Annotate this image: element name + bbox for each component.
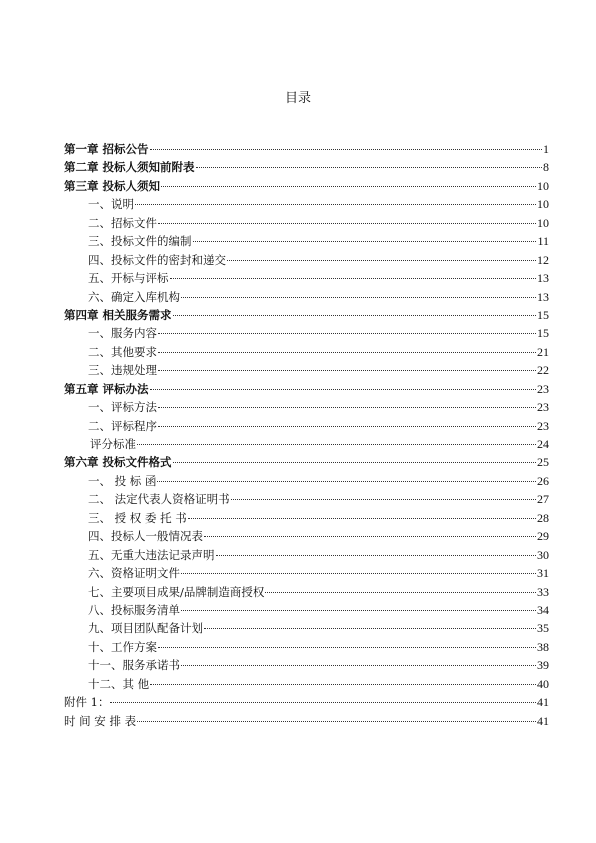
toc-dot-leader [157, 481, 536, 482]
toc-entry[interactable] [64, 251, 549, 269]
toc-entry[interactable] [64, 675, 549, 693]
toc-entry[interactable] [64, 453, 549, 471]
toc-entry[interactable] [64, 527, 549, 545]
toc-entry[interactable] [64, 324, 549, 342]
toc-entry[interactable] [64, 288, 549, 306]
toc-entry-label: 一、服务内容 [88, 326, 157, 341]
toc-entry-page-number: 33 [537, 584, 549, 599]
toc-entry-label: 十、工作方案 [88, 639, 157, 654]
toc-entry-page-number: 28 [537, 510, 549, 525]
toc-dot-leader [150, 684, 536, 685]
toc-entry[interactable] [64, 398, 549, 416]
toc-entry-label: 二、其他要求 [88, 344, 157, 359]
toc-dot-leader [173, 315, 536, 316]
toc-entry[interactable] [64, 140, 549, 158]
toc-entry-label: 十一、服务承诺书 [88, 658, 180, 673]
toc-entry-label: 六、资格证明文件 [88, 566, 180, 581]
toc-dot-leader [204, 536, 536, 537]
toc-entry-page-number: 23 [537, 418, 549, 433]
toc-entry[interactable] [64, 361, 549, 379]
toc-entry-page-number: 25 [537, 455, 549, 470]
toc-dot-leader [181, 610, 536, 611]
toc-entry-page-number: 15 [537, 326, 549, 341]
toc-entry[interactable] [64, 546, 549, 564]
toc-entry-page-number: 11 [537, 234, 549, 249]
toc-entry-page-number: 10 [537, 197, 549, 212]
toc-entry-label: 第六章 投标文件格式 [64, 455, 172, 470]
toc-entry[interactable] [64, 269, 549, 287]
toc-entry-label: 四、投标文件的密封和递交 [88, 252, 226, 267]
toc-entry[interactable] [64, 435, 549, 453]
toc-dot-leader [158, 223, 536, 224]
toc-entry[interactable] [64, 158, 549, 176]
toc-entry[interactable] [64, 214, 549, 232]
toc-entry[interactable] [64, 693, 549, 711]
toc-entry-label: 三、投标文件的编制 [88, 234, 192, 249]
toc-entry[interactable] [64, 177, 549, 195]
toc-entry[interactable] [64, 490, 549, 508]
toc-entry-label: 一、 投 标 函 [88, 473, 157, 488]
toc-entry-page-number: 41 [537, 695, 549, 710]
toc-entry-label: 附件 1： [64, 695, 110, 710]
toc-entry-label: 第三章 投标人须知 [64, 178, 161, 193]
toc-entry-page-number: 21 [537, 344, 549, 359]
toc-entry[interactable] [64, 583, 549, 601]
toc-dot-leader [161, 186, 536, 187]
toc-entry-page-number: 23 [537, 381, 549, 396]
toc-dot-leader [158, 647, 536, 648]
toc-entry-page-number: 13 [537, 289, 549, 304]
toc-entry-page-number: 27 [537, 492, 549, 507]
toc-entry[interactable] [64, 306, 549, 324]
toc-entry-label: 七、主要项目成果/品牌制造商授权 [88, 584, 265, 599]
toc-entry-label: 五、无重大违法记录声明 [88, 547, 215, 562]
toc-entry-label: 五、开标与评标 [88, 271, 169, 286]
toc-entry-page-number: 1 [543, 142, 549, 156]
toc-dot-leader [158, 407, 536, 408]
toc-entry-page-number: 38 [537, 639, 549, 654]
toc-entry-label: 九、项目团队配备计划 [88, 621, 203, 636]
toc-entry-page-number: 40 [537, 676, 549, 691]
toc-dot-leader [137, 444, 536, 445]
toc-entry-page-number: 13 [537, 271, 549, 286]
toc-dot-leader [181, 665, 536, 666]
toc-dot-leader [158, 352, 536, 353]
toc-entry-label: 时 间 安 排 表 [64, 713, 137, 728]
toc-dot-leader [110, 702, 536, 703]
toc-dot-leader [181, 297, 536, 298]
toc-dot-leader [135, 204, 536, 205]
toc-dot-leader [181, 573, 536, 574]
toc-entry-page-number: 29 [537, 529, 549, 544]
toc-dot-leader [137, 721, 536, 722]
toc-entry[interactable] [64, 417, 549, 435]
toc-entry-page-number: 8 [543, 160, 549, 175]
toc-entry-page-number: 15 [537, 307, 549, 322]
toc-dot-leader [193, 241, 537, 242]
toc-entry-page-number: 31 [537, 566, 549, 581]
toc-entry-page-number: 26 [537, 473, 549, 488]
toc-dot-leader [150, 389, 536, 390]
toc-dot-leader [231, 499, 536, 500]
toc-entry-page-number: 39 [537, 658, 549, 673]
toc-entry[interactable] [64, 712, 549, 730]
toc-entry-page-number: 12 [537, 252, 549, 267]
toc-dot-leader [188, 518, 536, 519]
toc-entry-page-number: 23 [537, 400, 549, 415]
toc-entry-page-number: 24 [537, 437, 549, 451]
toc-entry[interactable] [64, 656, 549, 674]
toc-entry[interactable] [64, 195, 549, 213]
toc-entry-label: 八、投标服务清单 [88, 602, 180, 617]
toc-entry-label: 第五章 评标办法 [64, 381, 149, 396]
toc-entry-label: 一、评标方法 [88, 400, 157, 415]
toc-entry-page-number: 35 [537, 621, 549, 636]
toc-dot-leader [170, 278, 537, 279]
toc-entry-page-number: 22 [537, 363, 549, 378]
toc-entry[interactable] [64, 509, 549, 527]
toc-entry-label: 四、投标人一般情况表 [88, 529, 203, 544]
toc-entry-label: 第一章 招标公告 [64, 142, 149, 156]
toc-dot-leader [204, 628, 536, 629]
toc-entry[interactable] [64, 380, 549, 398]
toc-entry-label: 六、确定入库机构 [88, 289, 180, 304]
toc-entry-page-number: 10 [537, 215, 549, 230]
toc-entry[interactable] [64, 619, 549, 637]
toc-dot-leader [196, 167, 542, 168]
toc-entry-label: 十二、其 他 [88, 676, 150, 691]
toc-entry-page-number: 30 [537, 547, 549, 562]
toc-dot-leader [158, 370, 536, 371]
toc-entry-page-number: 10 [537, 178, 549, 193]
page-title: 目录 [284, 91, 311, 106]
toc-entry-label: 第二章 投标人须知前附表 [64, 160, 195, 175]
toc-dot-leader [216, 555, 537, 556]
toc-entry-label: 评分标准 [90, 437, 136, 451]
toc-dot-leader [227, 260, 536, 261]
toc-entry-label: 二、招标文件 [88, 215, 157, 230]
toc-entry-page-number: 41 [537, 713, 549, 728]
toc-entry-page-number: 34 [537, 602, 549, 617]
toc-entry[interactable] [64, 343, 549, 361]
toc-entry-label: 二、评标程序 [88, 418, 157, 433]
toc-entry[interactable] [64, 472, 549, 490]
toc-entry-label: 三、 授 权 委 托 书 [88, 510, 187, 525]
toc-entry-label: 二、 法定代表人资格证明书 [88, 492, 230, 507]
toc-dot-leader [150, 149, 542, 150]
toc-entry[interactable] [64, 564, 549, 582]
toc-entry[interactable] [64, 601, 549, 619]
toc-entry-label: 第四章 相关服务需求 [64, 307, 172, 322]
toc-dot-leader [158, 333, 536, 334]
toc-dot-leader [158, 426, 536, 427]
toc-dot-leader [265, 592, 536, 593]
table-of-contents [64, 140, 549, 730]
toc-dot-leader [173, 462, 536, 463]
toc-entry[interactable] [64, 232, 549, 250]
toc-entry-label: 一、说明 [88, 197, 134, 212]
toc-entry-label: 三、违规处理 [88, 363, 157, 378]
toc-entry[interactable] [64, 638, 549, 656]
